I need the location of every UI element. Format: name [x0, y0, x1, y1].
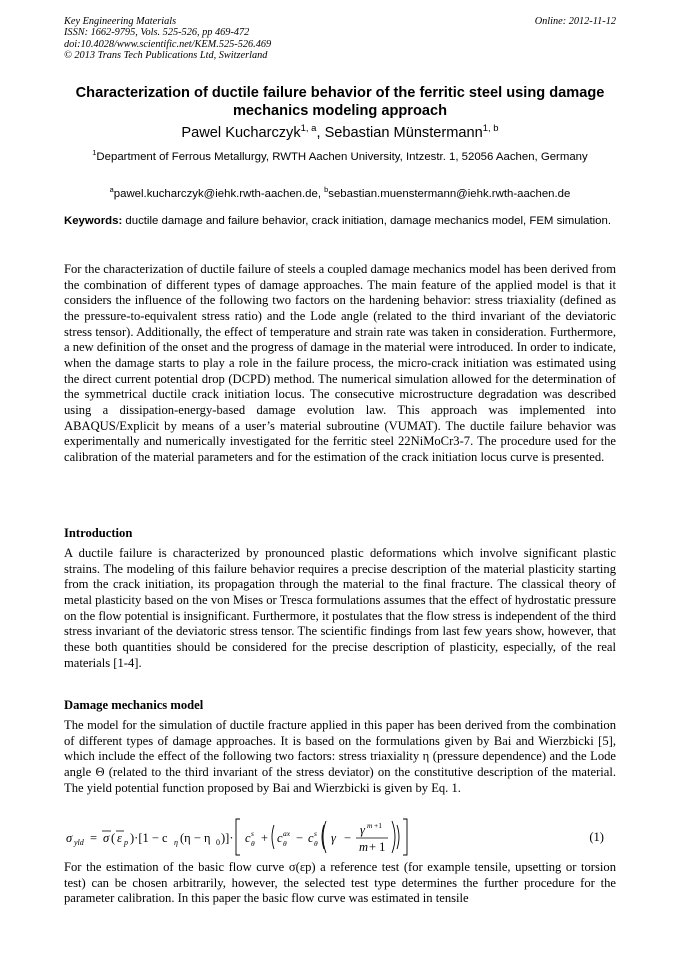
svg-text:p: p: [124, 838, 128, 847]
author-affil-marker: 1, a: [300, 123, 317, 135]
svg-text:c: c: [277, 831, 283, 845]
author-emails: [64, 187, 616, 201]
svg-text:(η − η: (η − η: [180, 831, 211, 845]
equation-1: [64, 815, 616, 859]
section-heading: Introduction: [64, 526, 133, 540]
svg-text:)·[1 − c: )·[1 − c: [130, 831, 168, 845]
svg-text:σ: σ: [103, 831, 110, 845]
equation-number: (1): [589, 830, 604, 844]
keywords-text: ductile damage and failure behavior, crack initiation, damage mechanics model, FEM simulation.: [122, 215, 612, 227]
svg-text:−: −: [344, 831, 352, 845]
doi: doi:10.4028/www.scientific.net/KEM.525-526.469: [64, 38, 272, 50]
section-paragraph: For the estimation of the basic flow curve σ(εp) a reference test (for example tensile, upsetting or torsion test) can be chosen arbitrarily, however, the selected test type determines the further procedure for the parameter calibration. In this paper the basic flow curve was estimated in tensile: [64, 860, 616, 906]
issn: ISSN: 1662-9795, Vols. 525-526, pp 469-472: [64, 27, 250, 39]
email-marker: b: [324, 185, 329, 195]
svg-text:c: c: [308, 831, 314, 845]
journal-name: Key Engineering Materials: [64, 16, 177, 27]
svg-text:γ: γ: [331, 831, 336, 845]
copyright: © 2013 Trans Tech Publications Ltd, Switzerland: [64, 49, 268, 61]
svg-text:+ 1: + 1: [369, 840, 386, 854]
svg-text:+: +: [261, 831, 269, 845]
paper-title: Characterization of ductile failure behavior of the ferritic steel using damage mechanics modeling approach: [75, 85, 605, 119]
author-separator: ,: [316, 125, 325, 141]
author-line: [64, 124, 616, 142]
email-address: sebastian.muenstermann@iehk.rwth-aachen.de: [328, 188, 571, 200]
svg-text:m: m: [359, 840, 369, 854]
svg-text:−: −: [296, 831, 304, 845]
affiliation-text: Department of Ferrous Metallurgy, RWTH Aachen University, Intzestr. 1, 52056 Aachen, Germany: [96, 151, 588, 163]
affiliation-marker: 1: [92, 148, 97, 158]
running-header: [64, 16, 616, 61]
affiliation: [64, 150, 616, 166]
svg-text:ax: ax: [283, 829, 291, 838]
svg-text:γ: γ: [360, 823, 365, 837]
svg-text:=: =: [90, 831, 98, 845]
svg-text:c: c: [245, 831, 251, 845]
equation-formula: [64, 815, 504, 859]
svg-text:0: 0: [216, 838, 220, 847]
abstract: For the characterization of ductile failure of steels a coupled damage mechanics model has been derived from the combination of different types of damage approaches. The main feature of the applied model is that it considers the influence of the following two factors on the hardening behavior: stress triaxiality (defined as the pressure-to-equivalent stress ratio) and the Lode angle (related to the third invariant of the deviatoric stress tensor). Additionally, the effect of temperature and strain rate was taken in consideration. Furthermore, a new definition of the onset and the progress of damage in the material were introduced. In order to indicate, when the damage starts to play a role in the failure process, the micro-crack initiation was estimated using the direct current potential drop (DCPD) method. The numerical simulation allowed for the determination of the symmetrical ductile crack initiation locus. The consecutive microstructure degradation was described using a dissipation-energy-based damage evolution law. This approach was implemented into ABAQUS/Explicit by means of a user’s material subroutine (VUMAT). The ductile failure behavior was experimentally and numerically investigated for the ferritic steel 22NiMoCr3-7. The procedure used for the calibration of the material parameters and for the estimation of the crack initiation locus curve is presented.: [64, 262, 616, 464]
svg-text:(: (: [111, 831, 116, 845]
svg-text:yld: yld: [74, 838, 84, 847]
section-paragraph: The model for the simulation of ductile fracture applied in this paper has been derived from the combination of different types of damage approaches. It is based on the formulations given by Bai and Wierzbicki [5], which include the effect of the following two factors: stress triaxiality η (pressure dependence) and the Lode angle Θ (related to the third invariant of the stress deviator) on the constitutive description of the material. The yield potential function proposed by Bai and Wierzbicki is given by Eq. 1.: [64, 718, 616, 795]
section-heading: Damage mechanics model: [64, 698, 204, 712]
online-date: Online: 2012-11-12: [534, 16, 616, 27]
section-paragraph: A ductile failure is characterized by pronounced plastic deformations which involve significant plastic strains. The modeling of this failure behavior requires a precise description of the material plasticity starting from the crack initiation, its propagation through the material to the final fracture. The classical theory of metal plasticity based on the von Mises or Tresca formulations assumes that the effect of hydrostatic pressure on the flow potential is insignificant. Furthermore, it postulates that the flow stress is independent of the third stress invariant of the deviatoric stress tensor. The scientific findings from last few years show, however, that these both quantities should be considered for the precise description of plasticity, especially, of the real materials [1-4].: [64, 546, 616, 670]
keywords: [64, 214, 616, 229]
svg-text:+1: +1: [374, 821, 382, 830]
svg-text:θ: θ: [251, 839, 255, 848]
svg-text:s: s: [251, 829, 254, 838]
author-affil-marker: 1, b: [482, 123, 499, 135]
svg-text:η: η: [174, 838, 178, 847]
email-marker: a: [109, 185, 114, 195]
author-name: Pawel Kucharczyk: [181, 125, 301, 141]
svg-text:ε: ε: [117, 831, 122, 845]
svg-text:θ: θ: [283, 839, 287, 848]
author-name: Sebastian Münstermann: [324, 125, 483, 141]
keywords-label: Keywords:: [64, 215, 123, 227]
svg-text:σ: σ: [66, 831, 73, 845]
svg-text:)]·: )]·: [221, 831, 234, 845]
svg-text:s: s: [314, 829, 317, 838]
email-address: pawel.kucharczyk@iehk.rwth-aachen.de,: [113, 188, 325, 200]
svg-text:θ: θ: [314, 839, 318, 848]
svg-text:m: m: [367, 821, 373, 830]
